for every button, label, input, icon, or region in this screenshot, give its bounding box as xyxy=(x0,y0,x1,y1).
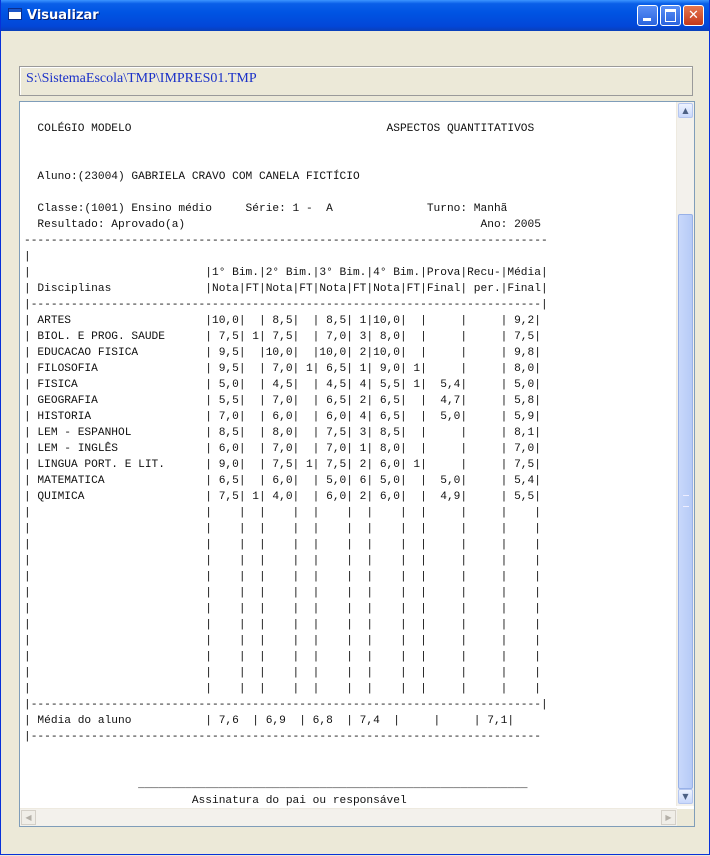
report-line: | LEM - INGLÊS | 6,0| | 7,0| | 7,0| 1| 8,0| | | | 7,0| xyxy=(24,443,541,455)
report-line: | | | | | | | | | | | | | xyxy=(24,539,541,551)
window-title: Visualizar xyxy=(27,8,99,23)
horizontal-scrollbar[interactable] xyxy=(20,808,677,826)
report-line: Resultado: Aprovado(a) Ano: 2005 xyxy=(37,219,541,231)
report-line: | | | | | | | | | | | | | xyxy=(24,635,541,647)
report-line: |----------------------------------------------------------------------------| xyxy=(24,299,548,311)
vertical-scroll-thumb[interactable] xyxy=(678,214,693,789)
scroll-up-button[interactable] xyxy=(678,103,693,118)
report-line: | | | | | | | | | | | | | xyxy=(24,651,541,663)
report-line: | QUIMICA | 7,5| 1| 4,0| | 6,0| 2| 6,0| | 4,9| | 5,5| xyxy=(24,491,541,503)
report-line: | GEOGRAFIA | 5,5| | 7,0| | 6,5| 2| 6,5| | 4,7| | 5,8| xyxy=(24,395,541,407)
report-line: Aluno:(23004) GABRIELA CRAVO COM CANELA FICTÍCIO xyxy=(37,171,360,183)
scroll-left-button[interactable] xyxy=(21,810,36,825)
arrow-down-icon: ▼ xyxy=(682,792,689,801)
arrow-right-icon: ▶ xyxy=(665,813,672,822)
report-line: | | | | | | | | | | | | | xyxy=(24,523,541,535)
report-line: | FISICA | 5,0| | 4,5| | 4,5| 4| 5,5| 1| 5,4| | 5,0| xyxy=(24,379,541,391)
report-line: | EDUCACAO FISICA | 9,5| |10,0| |10,0| 2|10,0| | | | 9,8| xyxy=(24,347,541,359)
title-bar[interactable] xyxy=(1,0,709,31)
report-viewer[interactable] xyxy=(19,101,695,827)
scrollbar-corner xyxy=(677,809,694,826)
report-line: | HISTORIA | 7,0| | 6,0| | 6,0| 4| 6,5| | 5,0| | 5,9| xyxy=(24,411,541,423)
file-path-box xyxy=(19,66,693,96)
minimize-button[interactable] xyxy=(637,5,658,26)
report-line: | | | | | | | | | | | | | xyxy=(24,571,541,583)
report-line: | ARTES |10,0| | 8,5| | 8,5| 1|10,0| | | | 9,2| xyxy=(24,315,541,327)
report-line: Classe:(1001) Ensino médio Série: 1 - A Turno: Manhã xyxy=(37,203,508,215)
report-line: | LINGUA PORT. E LIT. | 9,0| | 7,5| 1| 7,5| 2| 6,0| 1| | | 7,5| xyxy=(24,459,541,471)
report-line: | LEM - ESPANHOL | 8,5| | 8,0| | 7,5| 3| 8,5| | | | 8,1| xyxy=(24,427,541,439)
arrow-left-icon: ◀ xyxy=(25,813,32,822)
maximize-icon xyxy=(665,9,676,22)
report-line: | | | | | | | | | | | | | xyxy=(24,587,541,599)
window-icon xyxy=(8,8,22,20)
report-line: | |1° Bim.|2° Bim.|3° Bim.|4° Bim.|Prova|Recu-|Média| xyxy=(24,267,548,279)
report-line: | | | | | | | | | | | | | xyxy=(24,507,541,519)
report-line: | MATEMATICA | 6,5| | 6,0| | 5,0| 6| 5,0| | 5,0| | 5,4| xyxy=(24,475,541,487)
maximize-button[interactable] xyxy=(660,5,681,26)
file-path-text: S:\SistemaEscola\TMP\IMPRES01.TMP xyxy=(26,71,257,86)
report-line: Assinatura do pai ou responsável xyxy=(24,795,407,806)
close-icon: ✕ xyxy=(688,8,699,23)
scroll-right-button[interactable] xyxy=(661,810,676,825)
report-line: COLÉGIO MODELO ASPECTOS QUANTITATIVOS xyxy=(37,123,535,135)
report-line: |----------------------------------------------------------------------------| xyxy=(24,699,548,711)
report-line: | FILOSOFIA | 9,5| | 7,0| 1| 6,5| 1| 9,0| 1| | | 8,0| xyxy=(24,363,541,375)
close-button[interactable] xyxy=(683,5,704,26)
report-line: | | | | | | | | | | | | | xyxy=(24,683,541,695)
report-line: | Disciplinas |Nota|FT|Nota|FT|Nota|FT|Nota|FT|Final| per.|Final| xyxy=(24,283,548,295)
vertical-scrollbar[interactable] xyxy=(676,102,694,806)
report-content xyxy=(22,104,674,806)
report-line: | | | | | | | | | | | | | xyxy=(24,619,541,631)
arrow-up-icon: ▲ xyxy=(682,106,689,115)
report-line: |---------------------------------------------------------------------------- xyxy=(24,731,541,743)
report-line: | Média do aluno | 7,6 | 6,9 | 6,8 | 7,4 | | | 7,1| xyxy=(24,715,515,727)
report-text xyxy=(24,121,548,806)
report-line: __________________________________________________________ xyxy=(138,779,528,791)
report-line: | | | | | | | | | | | | | xyxy=(24,603,541,615)
report-line: | xyxy=(24,251,31,263)
report-line: | | | | | | | | | | | | | xyxy=(24,555,541,567)
grip-icon xyxy=(683,495,689,507)
report-line: ------------------------------------------------------------------------------ xyxy=(24,235,548,247)
report-line: | | | | | | | | | | | | | xyxy=(24,667,541,679)
scroll-down-button[interactable] xyxy=(678,789,693,804)
report-line: | BIOL. E PROG. SAUDE | 7,5| 1| 7,5| | 7,0| 3| 8,0| | | | 7,5| xyxy=(24,331,541,343)
minimize-icon xyxy=(643,18,651,21)
